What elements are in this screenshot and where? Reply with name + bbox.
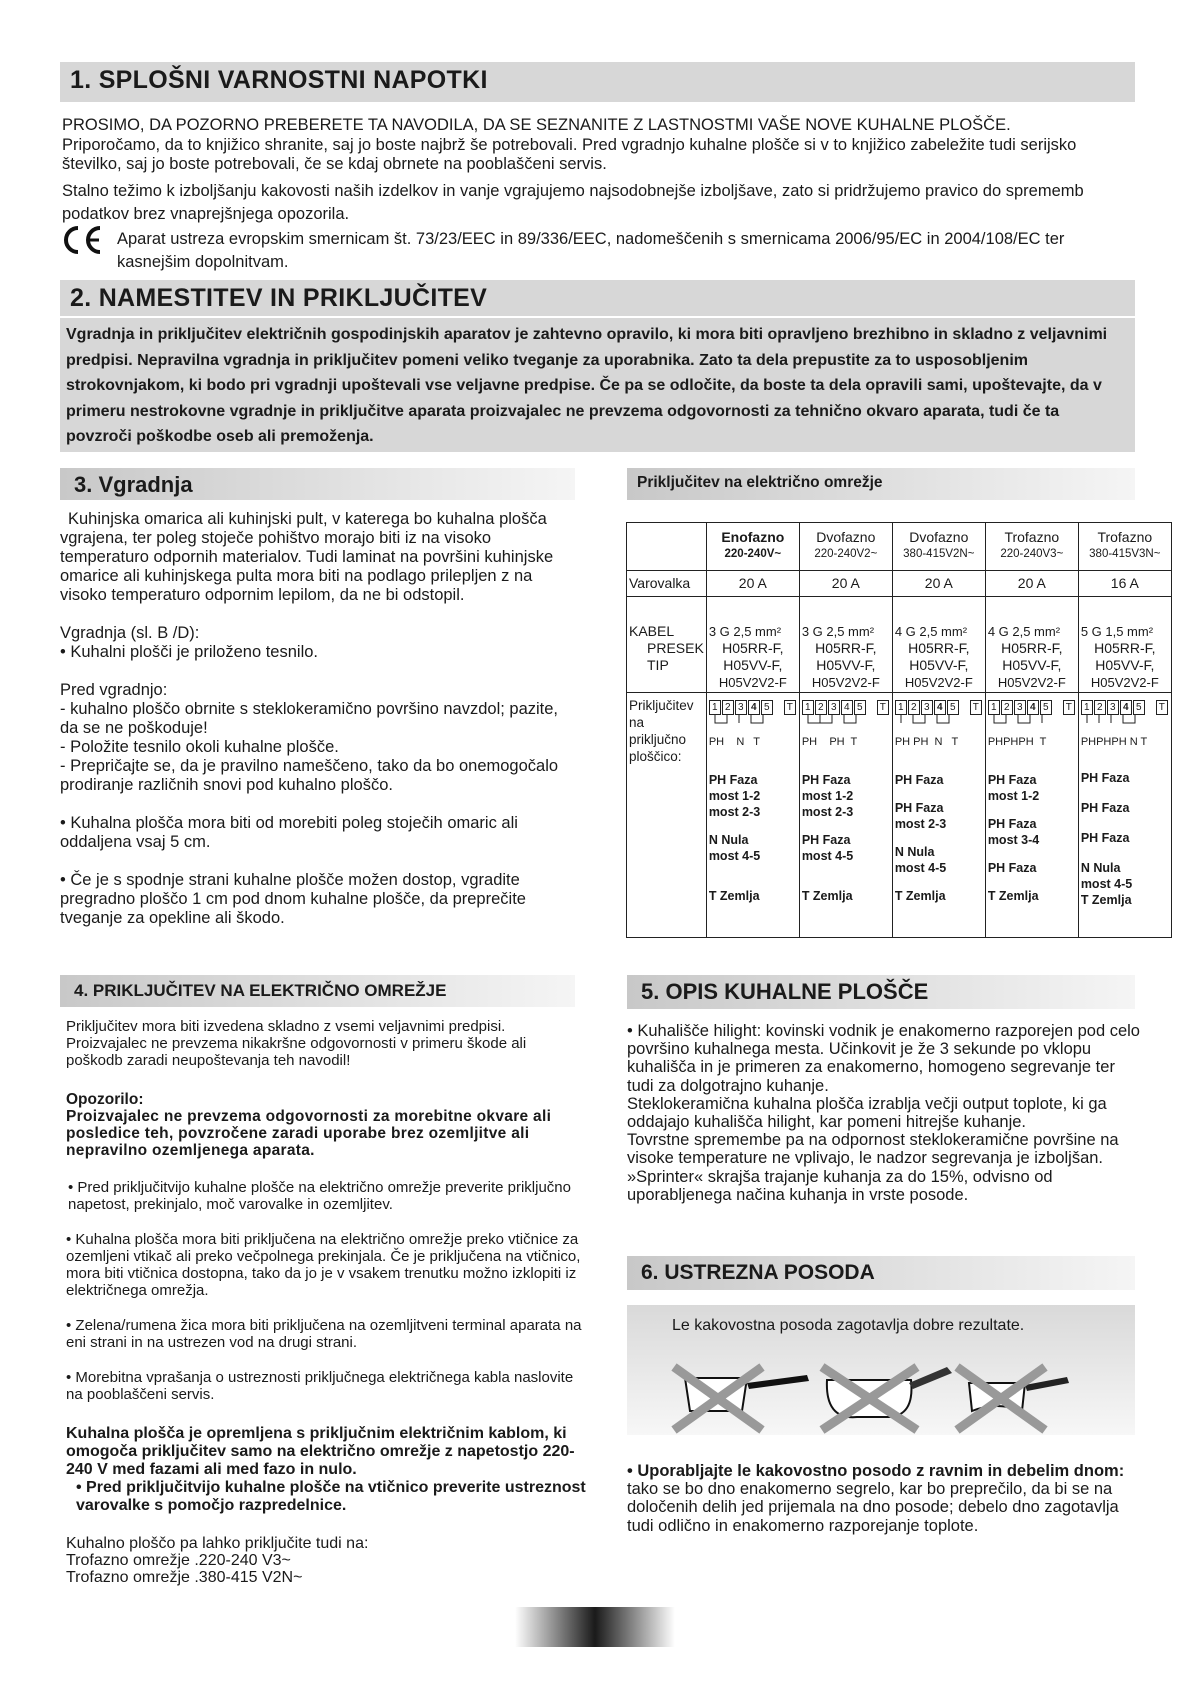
section4-bold1: Kuhalna plošča je opremljena s priključnim električnim kablom, ki omogoča priključitev samo na električno omrežje z napetostjo 220-240 V med fazami ali med fazo in nulo. xyxy=(66,1425,575,1478)
section4-also: Kuhalno ploščo pa lahko priključite tudi na: xyxy=(66,1535,369,1552)
terminal-row xyxy=(627,693,1172,938)
section6-body: tako se bo dno enakomerno segrelo, kar bo preprečilo, da bi se na določenih delih jed prijemala na dno posode; debelo dno zagotavlja tudi odlično in enakomerno razporejanje toplote. xyxy=(627,1480,1119,1535)
terminal-block-icon: 1 2 3 4 5 T xyxy=(1081,697,1169,715)
terminal-label: Priključitev na priključno ploščico: xyxy=(627,693,707,938)
fuse-label: Varovalka xyxy=(627,571,707,597)
header-dvofazno-1: Dvofazno 220-240V2~ xyxy=(799,523,892,571)
section4-bullet2: • Kuhalna plošča mora biti priključena na električno omrežje preko vtičnice za ozemljeni vtikač ali preko večpolnega prekinjala. Če je priključena na vtičnico, mora biti vtičnica dostopna, tako da jo je v vsakem trenutku možno izklopiti iz električnega omrežja. xyxy=(66,1231,581,1299)
cable-spec: 5 G 1,5 mm² H05RR-F, H05VV-F, H05V2V2-F xyxy=(1078,597,1171,693)
cable-spec: 3 G 2,5 mm² H05RR-F, H05VV-F, H05V2V2-F xyxy=(706,597,799,693)
terminal-cell-2: 1 2 3 4 5 T PH PH T PH Faza most 1-2 most 2-3 PH Faza most 4-5 T Zemlja xyxy=(799,693,892,938)
header-dvofazno-2: Dvofazno 380-415V2N~ xyxy=(892,523,985,571)
fuse-value: 20 A xyxy=(706,571,799,597)
terminal-cell-1: 1 2 3 4 5 T PH N T PH Faza most 1-2 most 2-3 N Nula most 4-5 T Zemlja xyxy=(706,693,799,938)
section4-text xyxy=(66,1018,586,1586)
table-header-row xyxy=(627,523,1172,571)
cookware-caption: Le kakovostna posoda zagotavlja dobre rezultate. xyxy=(672,1317,1025,1334)
cable-row xyxy=(627,597,1172,693)
section3-title: 3. Vgradnja xyxy=(60,468,575,500)
section3-p3d: - Prepričajte se, da je pravilno nameščeno, tako da bo onemogočalo prodiranje različnih snovi pod kuhalno ploščo. xyxy=(60,757,559,794)
section3-p5: • Če je s spodnje strani kuhalne plošče možen dostop, vgradite pregradno ploščo 1 cm pod dnom kuhalne plošče, da preprečite tveganje za opekline ali škodo. xyxy=(60,871,526,927)
section3-p3a: Pred vgradnjo: xyxy=(60,681,168,699)
ce-mark-icon xyxy=(60,225,104,255)
section5-text: • Kuhališče hilight: kovinski vodnik je enakomerno razporejen pod celo površino kuhalnega mesta. Učinkovit je že 3 sekunde po vklopu kuhališča in je primeren za enakomerno, homogeno segrevanje ter tudi za dolgotrajno kuhanje. Steklokeramična kuhalna plošča izrablja večji output toplote, ki ga oddajajo kuhališča hilight, kar pomeni hitrejše kuhanje. Tovrstne spremembe pa na odpornost steklokeramične površine na visoke temperature ne vplivajo, le nadzor segrevanja je izboljšan. »Sprinter« skrajša trajanje kuhanja za do 15%, odvisno od uporabljenega načina kuhanja in vrste posode. xyxy=(627,1022,1140,1204)
header-empty-cell xyxy=(627,523,707,571)
section3-p2b: • Kuhalni plošči je priloženo tesnilo. xyxy=(60,643,319,661)
cable-label: KABEL PRESEK TIP xyxy=(627,597,707,693)
section6-bold: • Uporabljajte le kakovostno posodo z ravnim in debelim dnom: xyxy=(627,1462,1125,1480)
bridge-wiring-icon xyxy=(709,715,789,733)
warped-pan-icon xyxy=(674,1367,809,1430)
section4-network2: Trofazno omrežje .380-415 V2N~ xyxy=(66,1569,303,1586)
convex-pan-icon xyxy=(822,1367,952,1430)
terminal-cell-3: 1 2 3 4 5 T PH PH N T PH Faza PH Faza most 2-3 N Nula most 4-5 T Zemlja xyxy=(892,693,985,938)
section3-p2a: Vgradnja (sl. B /D): xyxy=(60,624,200,642)
header-enofazno: Enofazno 220-240V~ xyxy=(706,523,799,571)
terminal-block-icon: 1 2 3 4 5 T xyxy=(988,697,1076,715)
terminal-cell-5: 1 2 3 4 5 T PHPHPH N T PH Faza PH Faza PH Faza N Nula most 4-5 T Zemlja xyxy=(1078,693,1171,938)
fuse-row xyxy=(627,571,1172,597)
section4-title: 4. PRIKLJUČITEV NA ELEKTRIČNO OMREŽJE xyxy=(60,975,575,1007)
terminal-block-icon: 1 2 3 4 5 T xyxy=(895,697,983,715)
header-trofazno-2: Trofazno 380-415V3N~ xyxy=(1078,523,1171,571)
section1-directive-text: Aparat ustreza evropskim smernicam št. 73/23/EEC in 89/336/EEC, nadomeščenih s smernicama 2006/95/EC in 2004/108/EC ter kasnejšim dopolnitvam. xyxy=(117,230,1065,271)
terminal-block-icon: 1 2 3 4 5 T xyxy=(709,697,797,715)
section4-warning-title: Opozorilo: xyxy=(66,1091,144,1108)
cookware-illustration-panel xyxy=(627,1305,1135,1435)
section4-warning-text: Proizvajalec ne prevzema odgovornosti za morebitne okvare ali posledice teh, povzročene zaradi uporabe brez ozemljitve ali nepravilno ozemljenega aparata. xyxy=(66,1108,552,1159)
section3-text xyxy=(60,510,580,928)
section3-p1: Kuhinjska omarica ali kuhinjski pult, v katerega bo kuhalna plošča vgrajena, ter poleg stoječe pohištvo morajo biti iz na visoko temperaturo odpornih materialov. Tudi laminat na površini kuhinjske omarice ali kuhinjskega pulta mora biti na podlago prilepljen z na visoko temperaturo odpornim lepilom, da ne bi odstopil. xyxy=(60,510,554,604)
section4-bold2: • Pred priključitvijo kuhalne plošče na vtičnico preverite ustreznost varovalke s pomočjo razpredelnice. xyxy=(76,1479,586,1514)
page-footer-bar xyxy=(515,1607,675,1647)
cable-spec: 4 G 2,5 mm² H05RR-F, H05VV-F, H05V2V2-F xyxy=(892,597,985,693)
section4-bullet3: • Zelena/rumena žica mora biti priključena na ozemljitveni terminal aparata na eni strani in na ustrezen vod na drugi strani. xyxy=(66,1317,582,1351)
terminal-block-icon: 1 2 3 4 5 T xyxy=(802,697,890,715)
section4-p1: Priključitev mora biti izvedena skladno z vsemi veljavnimi predpisi. Proizvajalec ne prevzema nikakršne odgovornosti v primeru škode ali poškodb zaradi neupoštevanja teh navodil! xyxy=(66,1018,527,1069)
terminal-cell-4: 1 2 3 4 5 T PHPHPH T PH Faza most 1-2 PH Faza most 3-4 PH Faza T Zemlja xyxy=(985,693,1078,938)
section3-p3c: - Položite tesnilo okoli kuhalne plošče. xyxy=(60,738,339,756)
section4-bullet4: • Morebitna vprašanja o ustreznosti priključnega električnega kabla naslovite na pooblaščeni servis. xyxy=(66,1369,574,1403)
bridge-wiring-icon xyxy=(1081,715,1161,733)
section6-title: 6. USTREZNA POSODA xyxy=(627,1256,1135,1290)
header-trofazno-1: Trofazno 220-240V3~ xyxy=(985,523,1078,571)
bad-cookware-icons xyxy=(627,1305,1135,1435)
section2-title: 2. NAMESTITEV IN PRIKLJUČITEV xyxy=(60,280,1135,316)
section1-paragraph1: PROSIMO, DA POZORNO PREBERETE TA NAVODILA, DA SE SEZNANITE Z LASTNOSTMI VAŠE NOVE KUHALNE PLOŠČE. xyxy=(62,116,1011,134)
section1-title: 1. SPLOŠNI VARNOSTNI NAPOTKI xyxy=(60,62,1135,102)
bridge-wiring-icon xyxy=(802,715,882,733)
section5-title: 5. OPIS KUHALNE PLOŠČE xyxy=(627,975,1135,1009)
fuse-value: 20 A xyxy=(985,571,1078,597)
section6-text xyxy=(627,1462,1142,1535)
section3-p4: • Kuhalna plošča mora biti od morebiti poleg stoječih omaric ali oddaljena vsaj 5 cm. xyxy=(60,814,518,851)
bridge-wiring-icon xyxy=(895,715,975,733)
fuse-value: 20 A xyxy=(892,571,985,597)
bridge-wiring-icon xyxy=(988,715,1068,733)
fuse-value: 16 A xyxy=(1078,571,1171,597)
connection-table xyxy=(626,522,1172,938)
cable-spec: 3 G 2,5 mm² H05RR-F, H05VV-F, H05V2V2-F xyxy=(799,597,892,693)
concave-pan-icon xyxy=(957,1367,1069,1430)
cable-spec: 4 G 2,5 mm² H05RR-F, H05VV-F, H05V2V2-F xyxy=(985,597,1078,693)
section4-network1: Trofazno omrežje .220-240 V3~ xyxy=(66,1552,291,1569)
section4-bullet1: • Pred priključitvijo kuhalne plošče na električno omrežje preverite priključno napetost, prekinjalo, moč varovalke in ozemljitev. xyxy=(68,1179,571,1213)
fuse-value: 20 A xyxy=(799,571,892,597)
section2-warning-box: Vgradnja in priključitev električnih gospodinjskih aparatov je zahtevno opravilo, ki mora biti opravljeno brezhibno in skladno z veljavnimi predpisi. Nepravilna vgradnja in priključitev pomeni veliko tveganje za uporabnika. Zato ta dela prepustite za to usposobljenim strokovnjakom, ki bodo pri vgradnji upoštevali vse veljavne predpise. Če pa se odločite, da boste ta dela opravili sami, upoštevajte, da v primeru nestrokovne vgradnje in priključitve aparata proizvajalec ne prevzema odgovornosti za tehnično okvaro aparata, tudi če ta povzroči poškodbe oseb ali premoženja. xyxy=(60,318,1135,452)
section1-paragraph3: Stalno težimo k izboljšanju kakovosti naših izdelkov in vanje vgrajujemo najsodobnejše izboljšave, zato si pridržujemo pravico do sprememb podatkov brez vnaprejšnjega opozorila. xyxy=(62,182,1084,223)
connection-table-title: Priključitev na električno omrežje xyxy=(627,468,1135,500)
section1-paragraph2: Priporočamo, da to knjižico shranite, saj jo boste najbrž še potrebovali. Pred vgradnjo kuhalne plošče si v to knjižico zabeležite tudi serijsko številko, saj jo boste potrebovali, če se kdaj obrnete na pooblaščeni servis. xyxy=(62,136,1077,173)
section3-p3b: - kuhalno ploščo obrnite s steklokeramično površino navzdol; pazite, da se ne poškoduje! xyxy=(60,700,559,737)
